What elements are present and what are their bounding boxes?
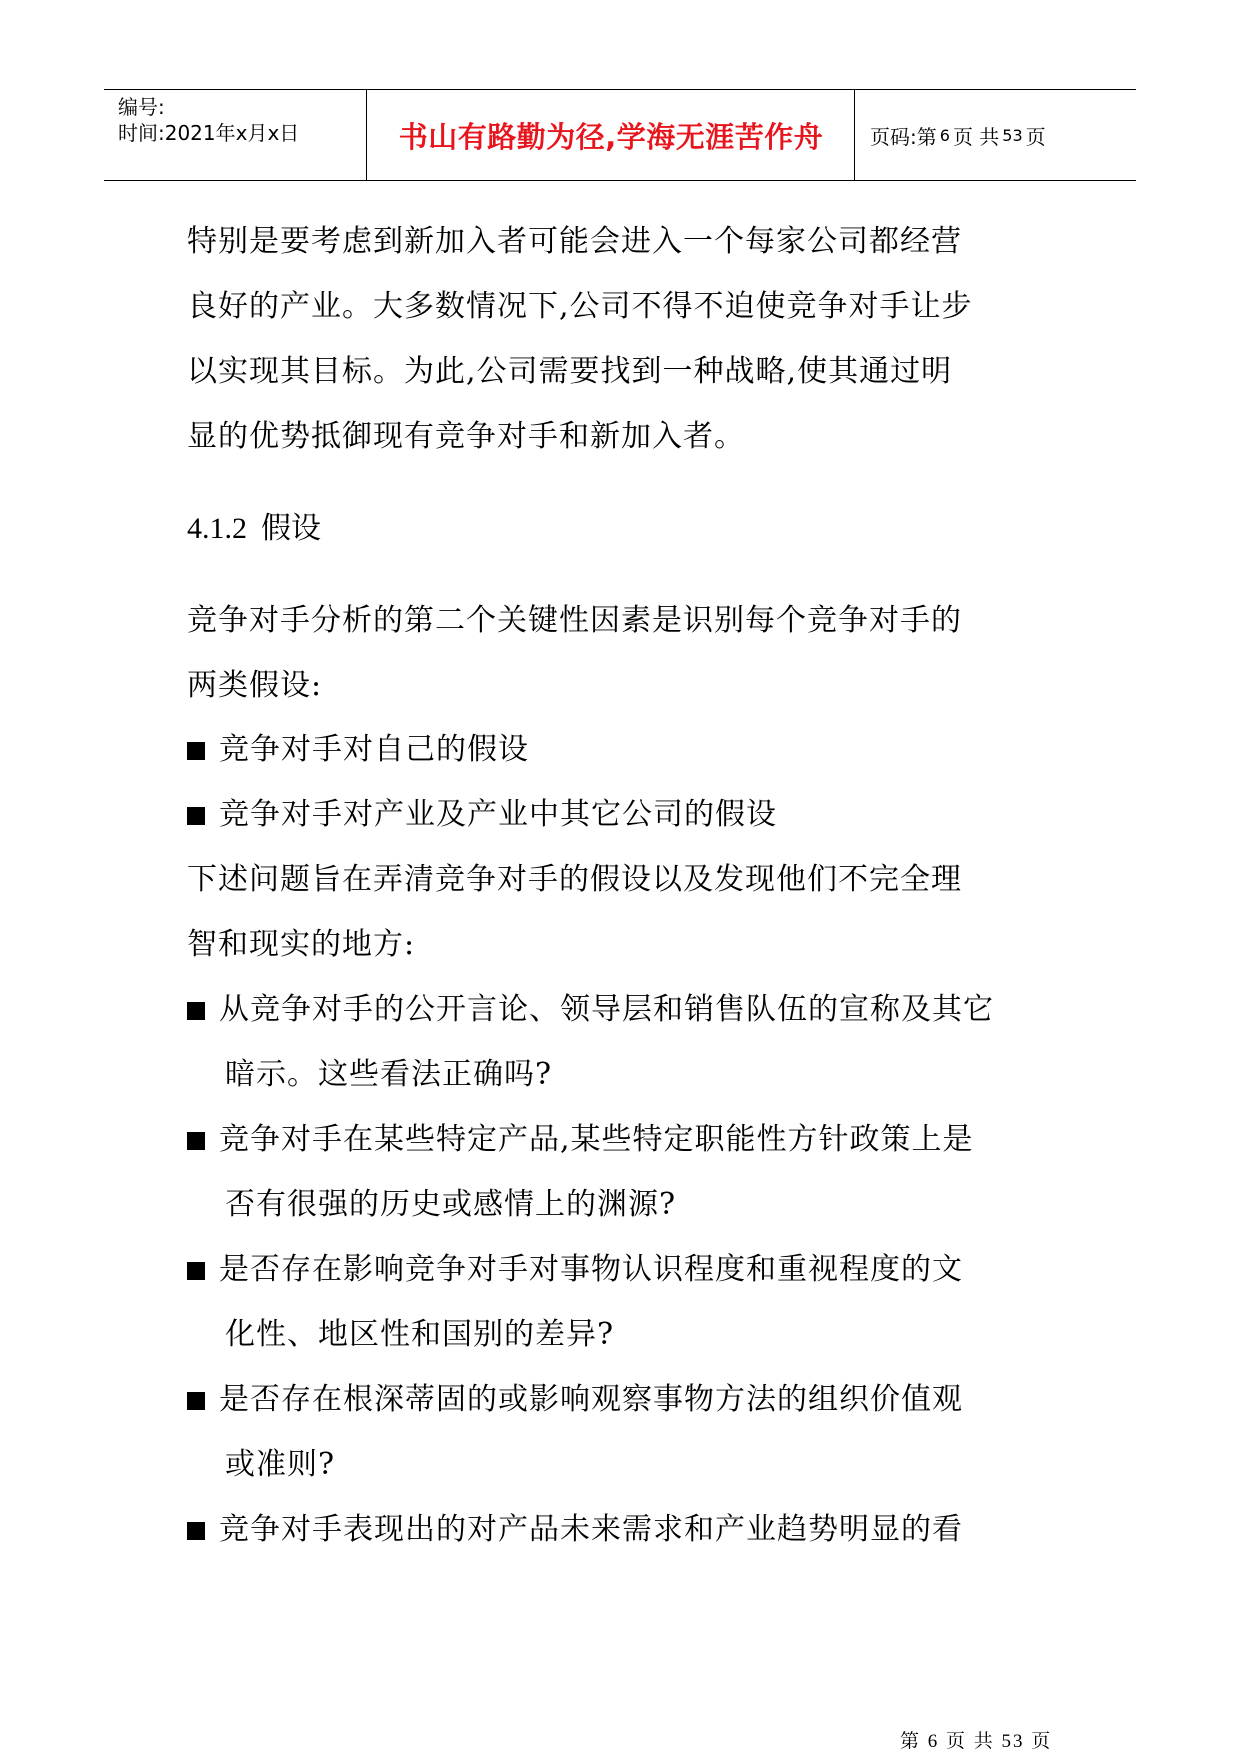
paragraph-line: 竞争对手分析的第二个关键性因素是识别每个竞争对手的 (187, 603, 962, 638)
header-motto: 书山有路勤为径,学海无涯苦作舟 (398, 119, 824, 154)
list-item-text: 是否存在根深蒂固的或影响观察事物方法的组织价值观 (219, 1382, 963, 1417)
list-item (187, 1510, 963, 1550)
list-item-text: 竞争对手表现出的对产品未来需求和产业趋势明显的看 (219, 1512, 963, 1547)
paragraph-line: 两类假设: (187, 668, 323, 703)
list-item-text: 是否存在影响竞争对手对事物认识程度和重视程度的文 (219, 1252, 963, 1287)
header-divider (854, 90, 855, 180)
list-item-continuation: 或准则? (225, 1447, 336, 1482)
list-item (187, 795, 777, 835)
list-item (187, 1380, 963, 1420)
document-number-label: 编号: (118, 95, 165, 119)
page-header (104, 89, 1136, 181)
list-item-continuation: 暗示。这些看法正确吗? (225, 1057, 553, 1092)
paragraph-line: 特别是要考虑到新加入者可能会进入一个每家公司都经营 (187, 224, 962, 259)
page-footer: 第 6 页 共 53 页 (900, 1731, 1053, 1752)
paragraph-line: 显的优势抵御现有竞争对手和新加入者。 (187, 419, 745, 454)
paragraph-line: 下述问题旨在弄清竞争对手的假设以及发现他们不完全理 (187, 862, 962, 897)
list-item-text: 从竞争对手的公开言论、领导层和销售队伍的宣称及其它 (219, 992, 994, 1027)
section-number: 4.1.2 (187, 512, 247, 545)
current-page-number: 6 (939, 125, 950, 145)
square-bullet-icon (187, 1132, 205, 1150)
total-page-number: 53 (1002, 125, 1023, 145)
section-heading (187, 509, 321, 549)
list-item-continuation: 化性、地区性和国别的差异? (225, 1317, 615, 1352)
document-time-label: 时间:2021年x月x日 (118, 121, 300, 145)
list-item (187, 1120, 974, 1160)
square-bullet-icon (187, 1522, 205, 1540)
square-bullet-icon (187, 1392, 205, 1410)
paragraph-line: 良好的产业。大多数情况下,公司不得不迫使竞争对手让步 (187, 289, 973, 324)
square-bullet-icon (187, 742, 205, 760)
square-bullet-icon (187, 1262, 205, 1280)
header-meta (104, 90, 366, 180)
list-item-text: 竞争对手对自己的假设 (219, 732, 529, 767)
page-middle: 页 共 (952, 124, 1000, 149)
paragraph-line: 智和现实的地方: (187, 927, 416, 962)
list-item (187, 730, 529, 770)
square-bullet-icon (187, 807, 205, 825)
list-item (187, 1250, 963, 1290)
list-item-text: 竞争对手对产业及产业中其它公司的假设 (219, 797, 777, 832)
list-item-text: 竞争对手在某些特定产品,某些特定职能性方针政策上是 (219, 1122, 974, 1157)
header-page-indicator (856, 90, 1136, 180)
paragraph-line: 以实现其目标。为此,公司需要找到一种战略,使其通过明 (187, 354, 953, 389)
section-title: 假设 (261, 511, 321, 546)
page-suffix: 页 (1025, 124, 1046, 149)
list-item (187, 990, 994, 1030)
page-prefix: 页码:第 (870, 124, 937, 149)
list-item-continuation: 否有很强的历史或感情上的渊源? (225, 1187, 677, 1222)
header-divider (366, 90, 367, 180)
square-bullet-icon (187, 1002, 205, 1020)
